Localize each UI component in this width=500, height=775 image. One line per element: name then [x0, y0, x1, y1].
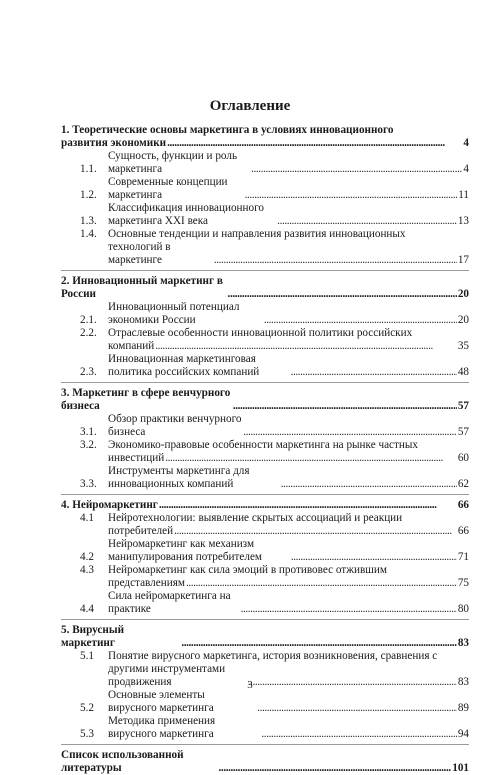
dot-leader — [261, 728, 456, 741]
entry-title: 3. Маркетинг в сфере венчурного бизнеса — [61, 387, 234, 412]
dot-leader — [155, 340, 457, 353]
table-of-contents — [61, 124, 469, 775]
section-number: 1.2. — [80, 189, 97, 201]
entry-title: Основные тенденции и направления развития инновационных — [108, 228, 406, 240]
chapter-entry[interactable] — [61, 624, 469, 650]
dot-leader — [241, 603, 457, 616]
dot-leader — [165, 452, 457, 465]
section-number: 3.1. — [80, 426, 97, 438]
entry-title: развития экономики — [61, 137, 167, 149]
dot-leader — [219, 762, 452, 775]
page-ref: 17 — [457, 254, 469, 266]
section-number: 1.1. — [80, 163, 97, 175]
section-entry[interactable] — [61, 301, 469, 327]
entry-title: представлениям — [108, 577, 185, 589]
dot-leader — [233, 400, 457, 413]
entry-title: 5. Вирусный маркетинг — [61, 624, 127, 649]
page-ref: 66 — [457, 499, 469, 511]
page-ref: 71 — [457, 551, 469, 563]
entry-title: другими инструментами продвижения — [108, 663, 228, 688]
entry-title: Основные элементы вирусного маркетинга — [108, 689, 214, 714]
entry-title: технологий в маркетинге — [108, 241, 174, 266]
entry-title: Обзор практики венчурного бизнеса — [108, 413, 245, 438]
entry-title: Нейромаркетинг как сила эмоций в противовес отжившим — [108, 564, 387, 576]
chapter-entry[interactable] — [61, 275, 469, 301]
section-number: 5.3 — [80, 728, 94, 740]
section-number: 4.1 — [80, 512, 94, 524]
dot-leader — [251, 163, 462, 176]
section-entry[interactable] — [61, 176, 469, 202]
dot-leader — [291, 551, 457, 564]
dot-leader — [277, 215, 457, 228]
section-entry[interactable] — [61, 512, 469, 538]
dot-leader — [257, 702, 457, 715]
page-ref: 66 — [457, 525, 469, 537]
chapter-block — [61, 124, 469, 271]
section-number: 2.3. — [80, 366, 97, 378]
section-entry[interactable] — [61, 202, 469, 228]
dot-leader — [167, 137, 462, 150]
entry-title: Сущность, функции и роль маркетинга — [108, 150, 240, 175]
page-ref: 62 — [457, 478, 469, 490]
entry-title: 4. Нейромаркетинг — [61, 499, 158, 511]
section-number: 2.1. — [80, 314, 97, 326]
dot-leader — [214, 254, 457, 267]
page-ref: 11 — [458, 189, 469, 201]
page-ref: 4 — [463, 163, 469, 175]
entry-title: Нейромаркетинг как механизм манипулирования потребителем — [108, 538, 262, 563]
entry-title: Методика применения вирусного маркетинга — [108, 715, 218, 740]
section-number: 1.3. — [80, 215, 97, 227]
page-number: 3 — [247, 679, 253, 691]
page-ref: 4 — [463, 137, 469, 149]
section-number: 1.4. — [80, 228, 97, 240]
page-ref: 57 — [457, 400, 469, 412]
chapter-entry[interactable] — [61, 387, 469, 413]
dot-leader — [243, 426, 457, 439]
section-number: 4.4 — [80, 603, 94, 615]
page-ref: 83 — [457, 637, 469, 649]
section-entry[interactable] — [61, 590, 469, 616]
toc-title: Оглавление — [209, 98, 291, 114]
section-entry[interactable] — [61, 715, 469, 741]
section-number: 3.2. — [80, 439, 97, 451]
dot-leader — [264, 314, 457, 327]
entry-title: компаний — [108, 340, 155, 352]
dot-leader — [159, 499, 457, 512]
page-ref: 20 — [457, 314, 469, 326]
dot-leader — [186, 577, 457, 590]
chapter-block — [61, 499, 469, 620]
page-ref: 48 — [457, 366, 469, 378]
chapter-entry[interactable] — [61, 499, 469, 512]
page-ref: 60 — [457, 452, 469, 464]
dot-leader — [281, 478, 457, 491]
section-number: 4.3 — [80, 564, 94, 576]
entry-title: Сила нейромаркетинга на практике — [108, 590, 234, 615]
page-ref: 35 — [457, 340, 469, 352]
chapter-block — [61, 275, 469, 383]
page-ref: 94 — [457, 728, 469, 740]
section-number: 4.2 — [80, 551, 94, 563]
page-ref: 89 — [457, 702, 469, 714]
entry-title: Нейротехнологии: выявление скрытых ассоциаций и реакции — [108, 512, 403, 524]
section-entry[interactable] — [61, 689, 469, 715]
entry-title: Современные концепции маркетинга — [108, 176, 231, 201]
entry-title: Экономико-правовые особенности маркетинга на рынке частных — [108, 439, 419, 451]
entry-title: Отраслевые особенности инновационной политики российских — [108, 327, 413, 339]
entry-title: Инновационная маркетинговая политика российских компаний — [108, 353, 260, 378]
section-entry[interactable] — [61, 439, 469, 465]
entry-title: 2. Инновационный маркетинг в России — [61, 275, 226, 300]
dot-leader — [291, 366, 457, 379]
page-ref: 83 — [457, 676, 469, 688]
page-ref: 20 — [457, 288, 469, 300]
section-entry[interactable] — [61, 327, 469, 353]
dot-leader — [174, 525, 457, 538]
dot-leader — [181, 637, 456, 650]
chapter-block — [61, 387, 469, 495]
chapter-entry[interactable] — [61, 124, 469, 150]
page-ref: 75 — [457, 577, 469, 589]
entry-title: Понятие вирусного маркетинга, история возникновения, сравнения с — [108, 650, 438, 662]
section-entry[interactable] — [61, 353, 469, 379]
section-entry[interactable] — [61, 413, 469, 439]
section-entry[interactable] — [61, 228, 469, 267]
entry-title: Инновационный потенциал экономики России — [108, 301, 243, 326]
page-ref: 13 — [457, 215, 469, 227]
section-number: 5.2 — [80, 702, 94, 714]
section-entry[interactable] — [61, 465, 469, 491]
section-entry[interactable] — [61, 538, 469, 564]
section-number: 2.2. — [80, 327, 97, 339]
entry-title: Список использованной литературы — [61, 749, 187, 774]
entry-title: инвестиций — [108, 452, 165, 464]
entry-title: Классификация инновационного маркетинга XXI века — [108, 202, 267, 227]
entry-title: Инструменты маркетинга для инновационных компаний — [108, 465, 253, 490]
section-number: 3.3. — [80, 478, 97, 490]
page-ref: 80 — [457, 603, 469, 615]
dot-leader — [245, 189, 458, 202]
section-entry[interactable] — [61, 564, 469, 590]
section-number: 5.1 — [80, 650, 94, 662]
entry-title: 1. Теоретические основы маркетинга в условиях инновационного — [61, 124, 394, 136]
entry-title: потребителей — [108, 525, 174, 537]
section-entry[interactable] — [61, 150, 469, 176]
page-ref: 57 — [457, 426, 469, 438]
dot-leader — [228, 288, 457, 301]
page-ref: 101 — [452, 762, 469, 774]
references-entry[interactable] — [61, 749, 469, 775]
